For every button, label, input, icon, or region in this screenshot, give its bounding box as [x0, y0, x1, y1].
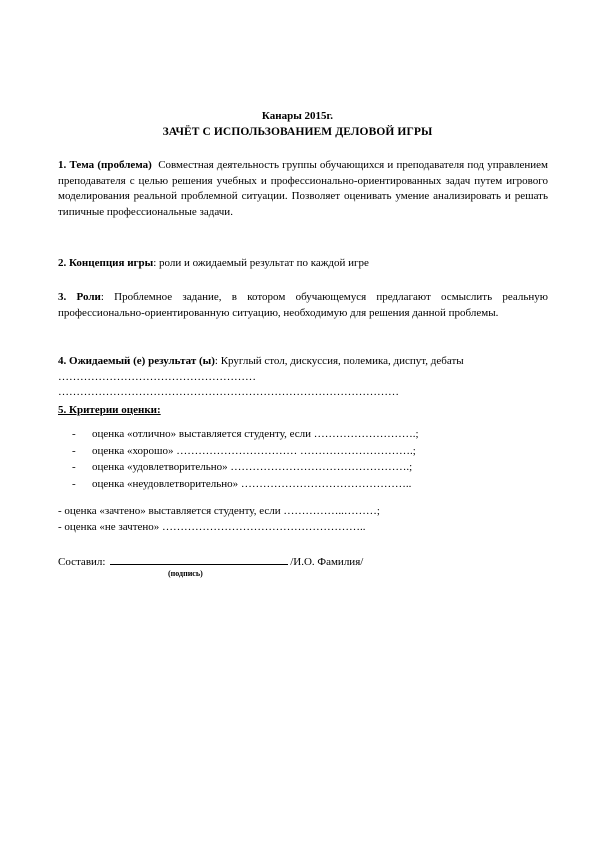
- section-results-text: : Круглый стол, дискуссия, полемика, диспут, дебаты: [214, 355, 464, 367]
- criteria-item-satisfactory: [72, 459, 502, 476]
- criteria-item-unsatisfactory: [72, 476, 502, 493]
- signature-line: [110, 553, 288, 565]
- criteria-item-good: [72, 443, 502, 460]
- section-results-dots-2: …………………………………………………………………………………: [58, 386, 399, 399]
- pass-fail-criteria: [58, 504, 478, 535]
- criteria-dash: -: [72, 428, 76, 440]
- criteria-dash: -: [72, 444, 76, 457]
- section-results: [58, 354, 548, 401]
- document-city-year: Канары 2015г.: [261, 110, 334, 122]
- criteria-list: [72, 426, 502, 492]
- criteria-text: оценка «неудовлетворительно» ………………………………………..: [92, 477, 412, 490]
- section-concept: [58, 256, 548, 272]
- section-roles-text: : Проблемное задание, в котором обучающемуся предлагают осмыслить реальную профессионально-ориентированную ситуацию, необходимую для решения данной проблемы.: [58, 291, 548, 319]
- section-criteria-heading: 5. Критерии оценки:: [58, 404, 161, 416]
- criteria-dash: -: [72, 461, 76, 473]
- criteria-item-excellent: [72, 426, 502, 443]
- signature-label: Составил:: [58, 556, 106, 568]
- criteria-text: оценка «отлично» выставляется студенту, если ……………………….;: [92, 428, 419, 440]
- pass-criteria: - оценка «зачтено» выставляется студенту, если ……………..………;: [58, 505, 380, 517]
- section-roles: [58, 290, 548, 321]
- fail-criteria: - оценка «не зачтено» ………………………………………………..: [58, 520, 366, 533]
- criteria-dash: -: [72, 477, 76, 490]
- signature-note: (подпись): [168, 569, 203, 578]
- criteria-text: оценка «хорошо» …………………………… ………………………….;: [92, 444, 416, 457]
- criteria-text: оценка «удовлетворительно» ………………………………………….;: [92, 461, 413, 473]
- signature-name: /И.О. Фамилия/: [290, 556, 364, 568]
- document-title: ЗАЧЁТ С ИСПОЛЬЗОВАНИЕМ ДЕЛОВОЙ ИГРЫ: [162, 126, 433, 138]
- section-topic-text: Совместная деятельность группы обучающихся и преподавателя под управлением преподавателя с целью решения учебных и профессионально-ориентированных задач путем игрового моделирования реальной проблемной ситуации. Позволяет оценивать умение анализировать и решать типичные профессиональные задачи.: [58, 159, 549, 218]
- section-results-label: 4. Ожидаемый (е) результат (ы): [58, 355, 215, 367]
- signature-block: [58, 553, 363, 568]
- section-concept-label: 2. Концепция игры: [58, 257, 154, 269]
- section-roles-label: 3. Роли: [58, 291, 101, 303]
- section-results-dots-1: ………………………………………………: [58, 370, 256, 383]
- section-topic-label: 1. Тема (проблема): [58, 159, 152, 171]
- section-topic: [58, 158, 548, 220]
- section-concept-text: : роли и ожидаемый результат по каждой игре: [153, 257, 369, 269]
